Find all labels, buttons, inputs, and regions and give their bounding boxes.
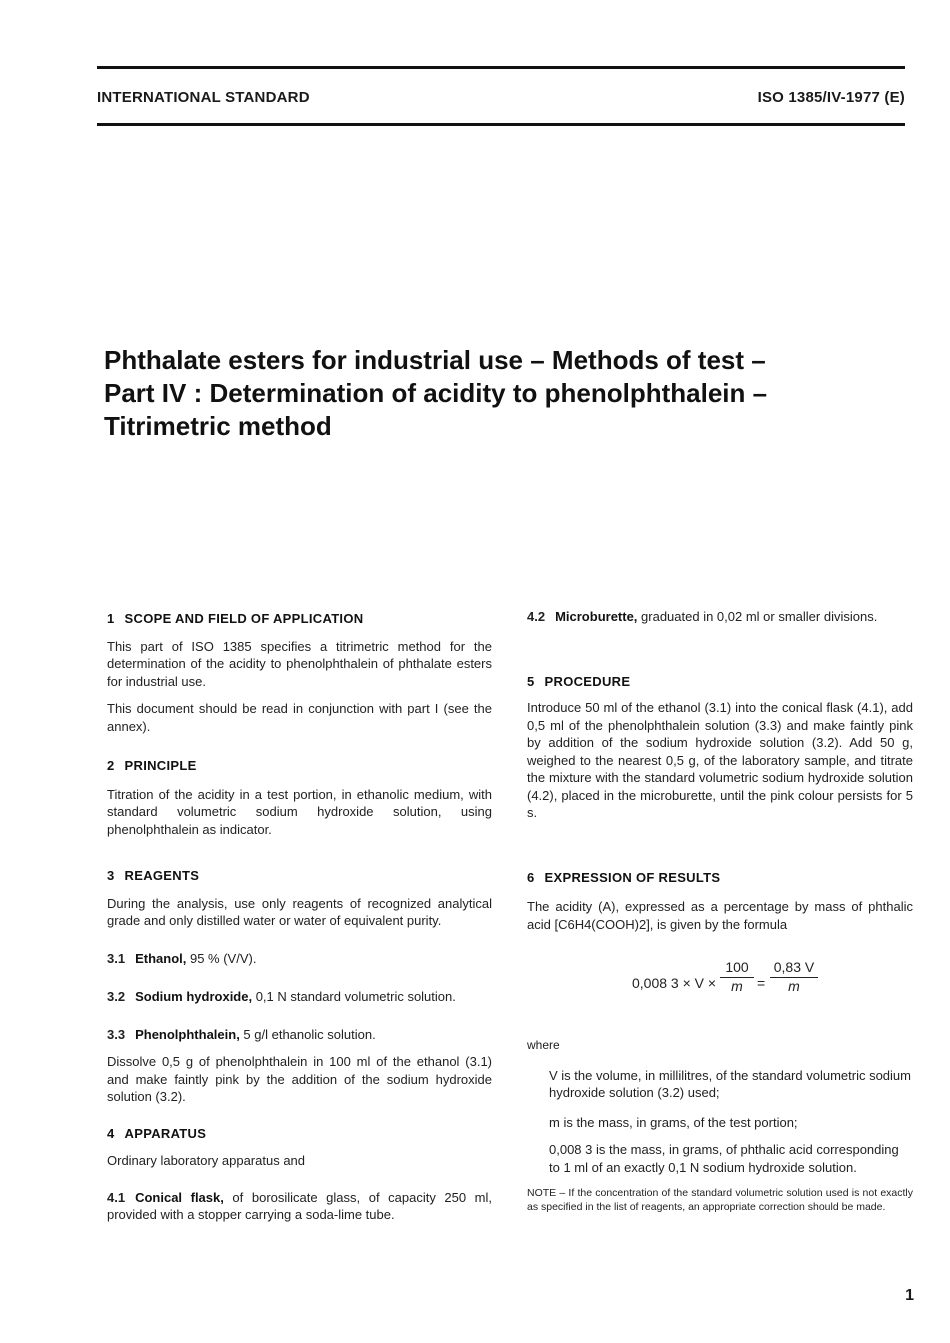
item-3-1: 3.1 Ethanol, 95 % (V/V). <box>107 950 257 966</box>
item-3-3: 3.3 Phenolphthalein, 5 g/l ethanolic solution. <box>107 1026 376 1042</box>
acidity-formula <box>527 959 913 1019</box>
section-6-para-1: The acidity (A), expressed as a percentage by mass of phthalic acid [C6H4(COOH)2], is given by the formula <box>527 899 913 932</box>
title-line-3: Titrimetric method <box>104 411 332 441</box>
note: NOTE – If the concentration of the standard volumetric solution used is not exactly as specified in the list of reagents, an appropriate correction should be made. <box>527 1187 913 1213</box>
header-standard-label: INTERNATIONAL STANDARD <box>97 89 310 106</box>
header-document-id: ISO 1385/IV-1977 (E) <box>757 89 905 106</box>
item-4-2: 4.2 Microburette, graduated in 0,02 ml or smaller divisions. <box>527 609 878 624</box>
right-column <box>527 608 913 1214</box>
title-line-2: Part IV : Determination of acidity to phenolphthalein – <box>104 378 768 408</box>
item-3-2: 3.2 Sodium hydroxide, 0,1 N standard volumetric solution. <box>107 989 456 1004</box>
page-number: 1 <box>905 1287 914 1304</box>
section-4-heading: 4 APPARATUS <box>107 1125 207 1141</box>
definition-m: m is the mass, in grams, of the test portion; <box>549 1114 798 1130</box>
section-2-heading: 2 PRINCIPLE <box>107 758 197 773</box>
section-6-heading: 6 EXPRESSION OF RESULTS <box>527 869 721 885</box>
section-1-para-2: This document should be read in conjunction with part I (see the annex). <box>107 701 492 734</box>
left-column <box>107 610 492 1224</box>
formula-fraction-2: $\frac{0,83 V}{m}$ <box>770 959 818 995</box>
definition-constant: 0,008 3 is the mass, in grams, of phthalic acid corresponding to 1 ml of an exactly 0,1 N sodium hydroxide solution. <box>549 1142 899 1175</box>
section-4-para-1: Ordinary laboratory apparatus and <box>107 1153 306 1168</box>
document-title <box>104 344 904 443</box>
where-label: where <box>527 1038 560 1052</box>
formula-fraction-1: $\frac{100}{m}$ <box>720 959 754 995</box>
formula-lead: 0,008 3 × V × <box>632 975 717 991</box>
section-3-heading: 3 REAGENTS <box>107 868 200 883</box>
section-5-heading: 5 PROCEDURE <box>527 673 631 689</box>
section-1-para-1: This part of ISO 1385 specifies a titrimetric method for the determination of the acidity to phenolphthalein of phthalate esters for industrial use. <box>107 638 492 689</box>
section-3-para-1: During the analysis, use only reagents of recognized analytical grade and only distilled water or water of equivalent purity. <box>107 895 492 928</box>
section-5-para-1: Introduce 50 ml of the ethanol (3.1) into the conical flask (4.1), add 0,5 ml of the phenolphthalein solution (3.3) and make faintly pink by addition of the sodium hydroxide solution (3.2). Add 50 g, weighed to the nearest 0,5 g, of the laboratory sample, and titrate the mixture with the standard volumetric sodium hydroxide solution (4.2), placed in the microburette, until the pink colour persists for 5 s. <box>527 700 913 820</box>
title-line-1: Phthalate esters for industrial use – Methods of test – <box>104 345 766 375</box>
header-rule-bottom <box>97 123 905 126</box>
formula-equals: = <box>757 975 766 991</box>
section-2-para-1: Titration of the acidity in a test portion, in ethanolic medium, with standard volumetric sodium hydroxide solution, using phenolphthalein as indicator. <box>107 786 492 837</box>
item-4-1: 4.1 Conical flask, of borosilicate glass, of capacity 250 ml, provided with a stopper carrying a soda-lime tube. <box>107 1189 493 1222</box>
header-rule-top <box>97 66 905 69</box>
definition-v: V is the volume, in millilitres, of the standard volumetric sodium hydroxide solution (3.2) used; <box>549 1067 911 1100</box>
section-1-heading: 1 SCOPE AND FIELD OF APPLICATION <box>107 611 364 626</box>
section-3-para-2: Dissolve 0,5 g of phenolphthalein in 100 ml of the ethanol (3.1) and make faintly pink by the addition of the sodium hydroxide solution (3.2). <box>107 1054 492 1104</box>
